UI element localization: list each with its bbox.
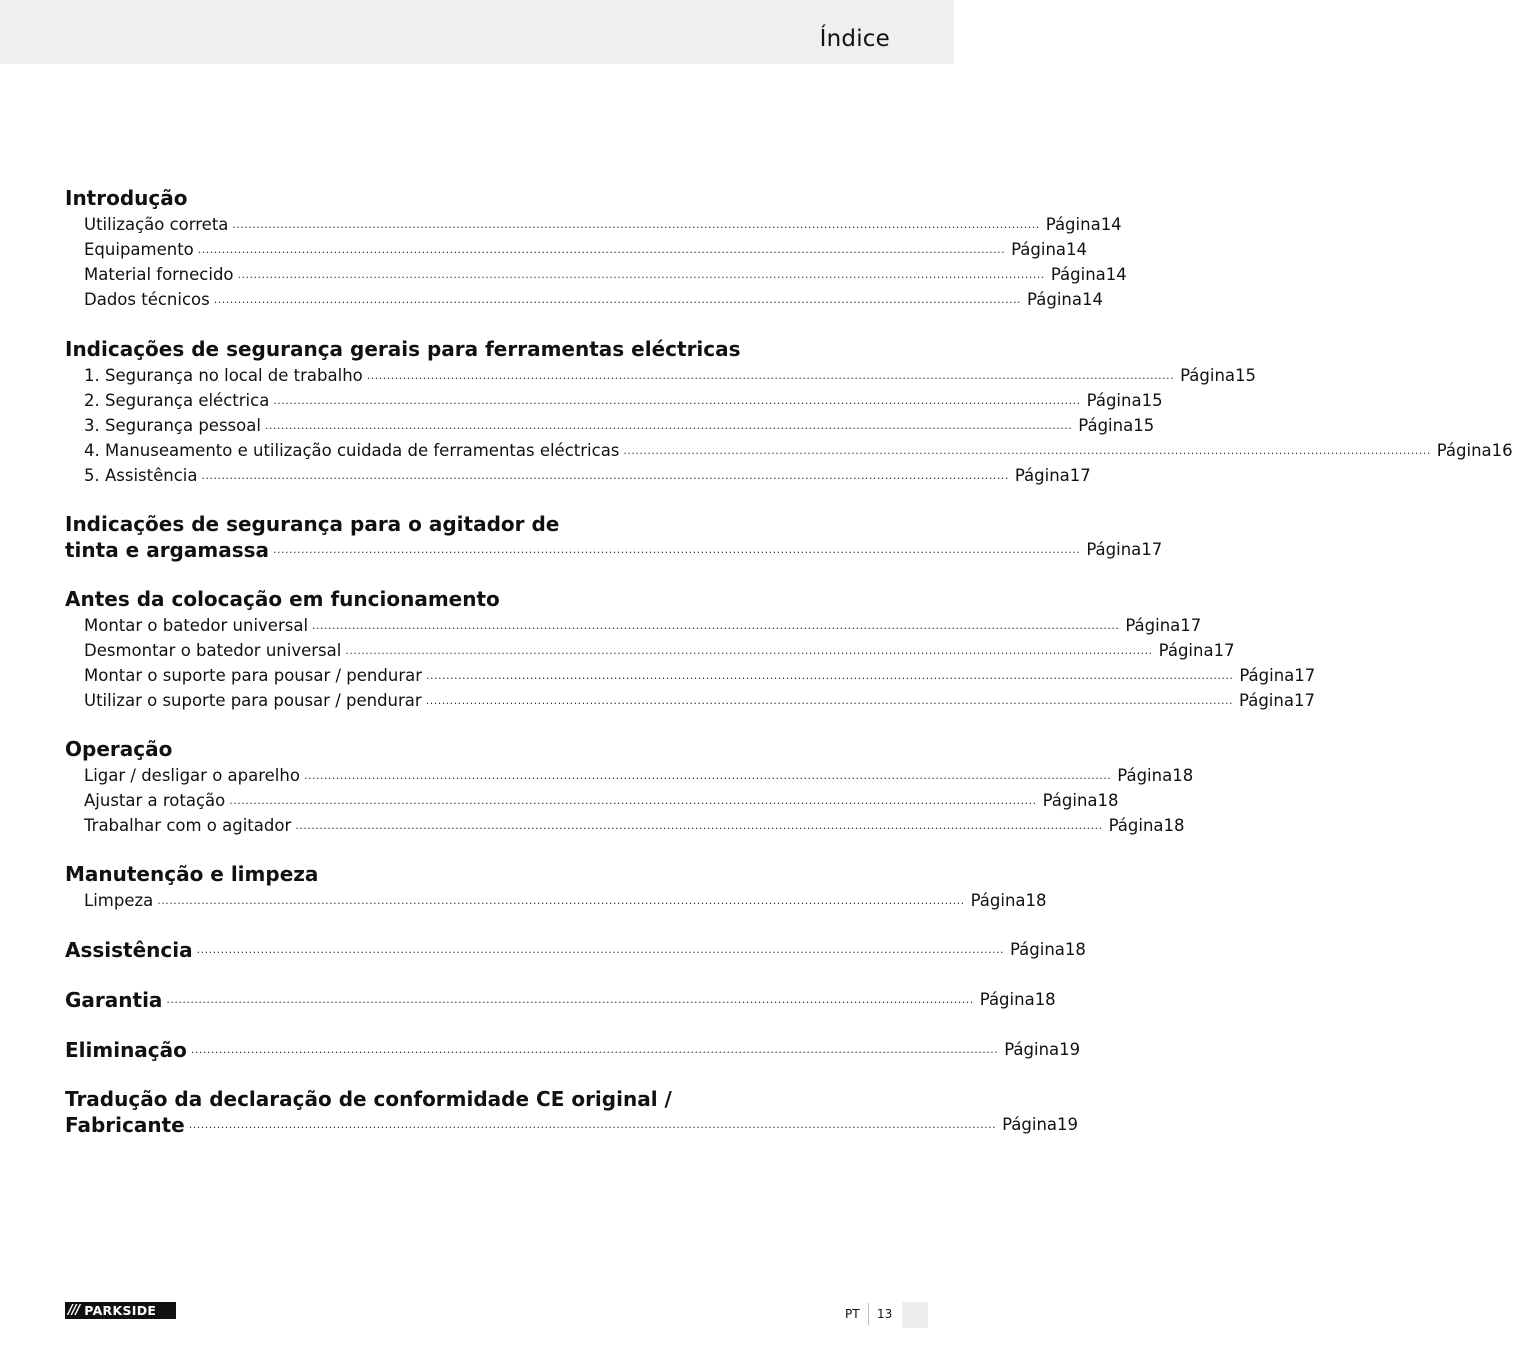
- dot-leader: ..........................................................................................................................................................................................................: [201, 469, 1009, 482]
- footer-tab-marker: [902, 1302, 928, 1328]
- page-number: 18: [1163, 816, 1185, 835]
- toc-entry[interactable]: [65, 437, 1513, 462]
- page-number: 18: [1172, 766, 1194, 785]
- language-code: PT: [845, 1307, 860, 1321]
- page-title: Índice: [819, 26, 890, 52]
- toc-entry[interactable]: [65, 936, 1086, 962]
- page-number: 14: [1105, 265, 1127, 284]
- toc-entry-label: Material fornecido: [84, 265, 234, 284]
- parkside-logo: [65, 1302, 176, 1319]
- page-number: 17: [1180, 616, 1202, 635]
- toc-entry[interactable]: [65, 362, 1257, 387]
- toc-entry-label: Trabalhar com o agitador: [84, 816, 292, 835]
- page-number: 15: [1141, 391, 1163, 410]
- page-number: 17: [1294, 666, 1316, 685]
- toc-entry[interactable]: [65, 812, 1185, 837]
- page-word: Página: [1002, 1115, 1058, 1134]
- page-number: 18: [1025, 891, 1047, 910]
- toc-entry-label: Montar o batedor universal: [84, 616, 309, 635]
- toc-entry-label: Dados técnicos: [84, 290, 210, 309]
- page-word: Página: [1042, 791, 1098, 810]
- toc-entry-label: Montar o suporte para pousar / pendurar: [84, 666, 422, 685]
- section-title-introducao: Introdução: [65, 186, 188, 210]
- page-number-footer: 13: [877, 1307, 893, 1321]
- dot-leader: ..........................................................................................................................................................................................................: [229, 794, 1037, 807]
- toc-entry[interactable]: [65, 787, 1119, 812]
- dot-leader: ..........................................................................................................................................................................................................: [425, 694, 1234, 707]
- toc-entry[interactable]: [65, 286, 1103, 311]
- toc-entry[interactable]: [65, 662, 1316, 687]
- dot-leader: ..........................................................................................................................................................................................................: [295, 819, 1103, 832]
- page-word: Página: [1045, 215, 1101, 234]
- page-word: Página: [1004, 1040, 1060, 1059]
- toc-entry-label: Fabricante: [65, 1113, 185, 1137]
- section-title-manutencao: Manutenção e limpeza: [65, 862, 319, 886]
- section-title-traducao: Tradução da declaração de conformidade CE original /: [65, 1087, 672, 1111]
- page-number: 17: [1141, 540, 1163, 559]
- page-number: 17: [1213, 641, 1235, 660]
- toc-entry[interactable]: [65, 236, 1088, 261]
- toc-entry[interactable]: [65, 762, 1194, 787]
- toc-entry[interactable]: [65, 1036, 1081, 1062]
- dot-leader: ..........................................................................................................................................................................................................: [312, 619, 1120, 632]
- section-title-indicacoes-agitador: Indicações de segurança para o agitador de: [65, 512, 560, 536]
- toc-entry-label: 3. Segurança pessoal: [84, 416, 261, 435]
- toc-entry-label: Desmontar o batedor universal: [84, 641, 342, 660]
- dot-leader: ..........................................................................................................................................................................................................: [426, 669, 1234, 682]
- footer-divider: [868, 1303, 869, 1325]
- toc-entry[interactable]: [65, 687, 1315, 712]
- header-band: [0, 0, 954, 64]
- dot-leader: ..........................................................................................................................................................................................................: [197, 243, 1006, 256]
- toc-entry-label: 5. Assistência: [84, 466, 198, 485]
- toc-entry-label: Utilização correta: [84, 215, 229, 234]
- page-number: 14: [1082, 290, 1103, 309]
- page-number: 17: [1293, 691, 1315, 710]
- page-word: Página: [1108, 816, 1164, 835]
- toc-entry[interactable]: [65, 211, 1122, 236]
- toc-entry-label: Utilizar o suporte para pousar / pendurar: [84, 691, 422, 710]
- dot-leader: ..........................................................................................................................................................................................................: [273, 394, 1081, 407]
- dot-leader: ..........................................................................................................................................................................................................: [213, 293, 1022, 306]
- section-title-antes-colocacao: Antes da colocação em funcionamento: [65, 587, 500, 611]
- page-word: Página: [1086, 540, 1142, 559]
- toc-entry[interactable]: [65, 887, 1047, 912]
- dot-leader: ..........................................................................................................................................................................................................: [623, 444, 1431, 457]
- page-number: 18: [1097, 791, 1119, 810]
- toc-entry[interactable]: [65, 261, 1127, 286]
- page-number: 16: [1491, 441, 1513, 460]
- toc-entry[interactable]: [65, 612, 1202, 637]
- logo-brand: PARKSIDE: [84, 1303, 157, 1318]
- toc-entry[interactable]: [65, 536, 1163, 562]
- section-title-operacao: Operação: [65, 737, 173, 761]
- dot-leader: ..........................................................................................................................................................................................................: [190, 1043, 999, 1056]
- page-number: 15: [1235, 366, 1257, 385]
- toc-entry-label: Equipamento: [84, 240, 194, 259]
- page-word: Página: [970, 891, 1026, 910]
- dot-leader: ..........................................................................................................................................................................................................: [188, 1118, 997, 1131]
- toc-entry-label: Garantia: [65, 988, 163, 1012]
- toc-entry-label: Assistência: [65, 938, 193, 962]
- toc-entry-label: Eliminação: [65, 1038, 187, 1062]
- page-word: Página: [1239, 691, 1294, 710]
- page-number: 19: [1059, 1040, 1081, 1059]
- page-number: 14: [1100, 215, 1122, 234]
- dot-leader: ..........................................................................................................................................................................................................: [157, 894, 965, 907]
- toc-entry[interactable]: [65, 412, 1155, 437]
- page-word: Página: [1014, 466, 1070, 485]
- page-number: 18: [1034, 990, 1056, 1009]
- toc-entry-label: 4. Manuseamento e utilização cuidada de ferramentas eléctricas: [84, 441, 620, 460]
- toc-entry[interactable]: [65, 986, 1056, 1012]
- toc-entry-label: Limpeza: [84, 891, 154, 910]
- page-word: Página: [1239, 666, 1295, 685]
- page-number: 14: [1066, 240, 1088, 259]
- dot-leader: ..........................................................................................................................................................................................................: [345, 644, 1153, 657]
- page-word: Página: [1009, 940, 1065, 959]
- page-word: Página: [1086, 391, 1142, 410]
- page-word: Página: [1027, 290, 1082, 309]
- page-word: Página: [1436, 441, 1492, 460]
- page-number: 17: [1069, 466, 1091, 485]
- dot-leader: ..........................................................................................................................................................................................................: [196, 943, 1004, 956]
- toc-entry-label: Ligar / desligar o aparelho: [84, 766, 300, 785]
- toc-entry[interactable]: [65, 462, 1091, 487]
- dot-leader: ..........................................................................................................................................................................................................: [303, 769, 1112, 782]
- dot-leader: ..........................................................................................................................................................................................................: [366, 369, 1175, 382]
- dot-leader: ..........................................................................................................................................................................................................: [166, 993, 974, 1006]
- section-title-indicacoes-gerais: Indicações de segurança gerais para ferramentas eléctricas: [65, 337, 741, 361]
- page-word: Página: [1050, 265, 1106, 284]
- page-number: 18: [1064, 940, 1086, 959]
- dot-leader: ..........................................................................................................................................................................................................: [264, 419, 1073, 432]
- toc-entry-label: 2. Segurança eléctrica: [84, 391, 270, 410]
- page-number: 15: [1133, 416, 1155, 435]
- dot-leader: ..........................................................................................................................................................................................................: [273, 543, 1081, 556]
- page-word: Página: [1078, 416, 1134, 435]
- page-word: Página: [1180, 366, 1236, 385]
- toc-entry[interactable]: [65, 1111, 1079, 1137]
- dot-leader: ..........................................................................................................................................................................................................: [237, 268, 1045, 281]
- page-word: Página: [979, 990, 1035, 1009]
- toc-entry-label: Ajustar a rotação: [84, 791, 226, 810]
- page-number: 19: [1057, 1115, 1079, 1134]
- page-word: Página: [1125, 616, 1181, 635]
- logo-slashes: ///: [68, 1303, 80, 1318]
- toc-entry-label: 1. Segurança no local de trabalho: [84, 366, 363, 385]
- page-word: Página: [1011, 240, 1067, 259]
- page-word: Página: [1117, 766, 1173, 785]
- toc-entry[interactable]: [65, 637, 1235, 662]
- toc-entry-label: tinta e argamassa: [65, 538, 270, 562]
- page-word: Página: [1158, 641, 1214, 660]
- toc-entry[interactable]: [65, 387, 1163, 412]
- dot-leader: ..........................................................................................................................................................................................................: [232, 218, 1040, 231]
